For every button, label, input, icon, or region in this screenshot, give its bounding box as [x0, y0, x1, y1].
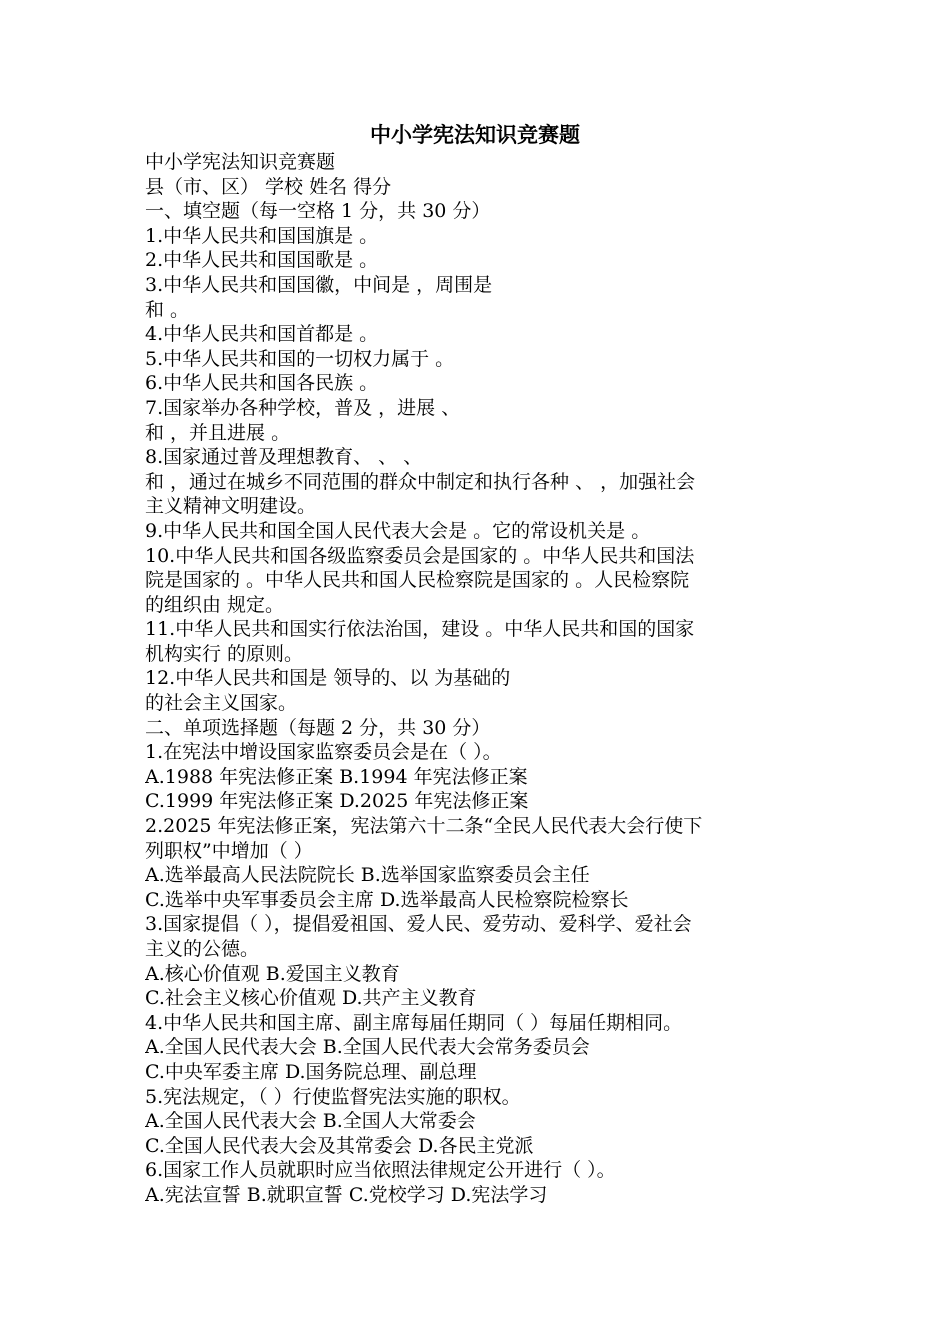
- text-line: 12.中华人民共和国是 领导的、以 为基础的: [145, 667, 511, 690]
- text-line: 和 。: [145, 298, 190, 321]
- text-line: A.1988 年宪法修正案 B.1994 年宪法修正案: [145, 765, 528, 788]
- text-line: 5.中华人民共和国的一切权力属于 。: [145, 347, 455, 370]
- text-line: 6.国家工作人员就职时应当依照法律规定公开进行（ ）。: [145, 1159, 616, 1182]
- text-line: 一、填空题（每一空格 1 分，共 30 分）: [145, 200, 491, 223]
- text-line: 和 ，通过在城乡不同范围的群众中制定和执行各种 、 ，加强社会: [145, 470, 696, 493]
- text-line: 列职权”中增加（ ）: [145, 839, 313, 862]
- text-line: 10.中华人民共和国各级监察委员会是国家的 。中华人民共和国法: [145, 544, 695, 567]
- text-line: 中小学宪法知识竞赛题: [145, 151, 336, 173]
- text-line: 3.国家提倡（ ），提倡爱祖国、爱人民、爱劳动、爱科学、爱社会: [145, 913, 692, 936]
- text-line: C.中央军委主席 D.国务院总理、副总理: [145, 1060, 477, 1083]
- text-line: C.全国人民代表大会及其常委会 D.各民主党派: [145, 1134, 534, 1157]
- text-line: 和 ，并且进展 。: [145, 421, 291, 444]
- text-line: 机构实行 的原则。: [145, 642, 304, 665]
- text-line: 主义的公德。: [145, 938, 260, 960]
- text-line: 2.2025 年宪法修正案，宪法第六十二条“全民人民代表大会行使下: [145, 815, 703, 838]
- text-line: 主义精神文明建设。: [145, 495, 317, 518]
- text-line: A.全国人民代表大会 B.全国人大常委会: [145, 1110, 476, 1133]
- text-line: A.宪法宣誓 B.就职宣誓 C.党校学习 D.宪法学习: [145, 1183, 548, 1206]
- text-line: 4.中华人民共和国主席、副主席每届任期同（ ）每届任期相同。: [145, 1011, 683, 1034]
- document-body: [145, 150, 815, 1208]
- text-line: A.选举最高人民法院院长 B.选举国家监察委员会主任: [145, 864, 590, 887]
- text-line: 9.中华人民共和国全国人民代表大会是 。它的常设机关是 。: [145, 519, 651, 542]
- text-line: 11.中华人民共和国实行依法治国，建设 。中华人民共和国的国家: [145, 618, 695, 641]
- text-line: 二、单项选择题（每题 2 分，共 30 分）: [145, 716, 491, 739]
- text-line: A.核心价值观 B.爱国主义教育: [145, 962, 400, 985]
- text-line: 5.宪法规定，（ ）行使监督宪法实施的职权。: [145, 1085, 521, 1108]
- text-line: 的组织由 规定。: [145, 593, 285, 616]
- text-line: 7.国家举办各种学校，普及 ，进展 、: [145, 396, 461, 419]
- text-line: 6.中华人民共和国各民族 。: [145, 372, 379, 395]
- text-line: 1.在宪法中增设国家监察委员会是在（ ）。: [145, 741, 502, 764]
- text-line: 1.中华人民共和国国旗是 。: [145, 224, 379, 247]
- document-title: 中小学宪法知识竞赛题: [370, 122, 580, 147]
- text-line: 4.中华人民共和国首都是 。: [145, 323, 379, 346]
- text-line: 3.中华人民共和国国徽，中间是 ，周围是: [145, 273, 493, 296]
- text-line: A.全国人民代表大会 B.全国人民代表大会常务委员会: [145, 1036, 590, 1059]
- text-line: 2.中华人民共和国国歌是 。: [145, 249, 379, 272]
- text-line: C.选举中央军事委员会主席 D.选举最高人民检察院检察长: [145, 888, 629, 911]
- text-line: 县（市、区） 学校 姓名 得分: [145, 175, 392, 198]
- text-line: C.社会主义核心价值观 D.共产主义教育: [145, 987, 477, 1010]
- text-line: C.1999 年宪法修正案 D.2025 年宪法修正案: [145, 790, 529, 813]
- text-line: 院是国家的 。中华人民共和国人民检察院是国家的 。人民检察院: [145, 569, 690, 592]
- text-line: 8.国家通过普及理想教育、 、 、: [145, 446, 423, 469]
- text-line: 的社会主义国家。: [145, 692, 298, 715]
